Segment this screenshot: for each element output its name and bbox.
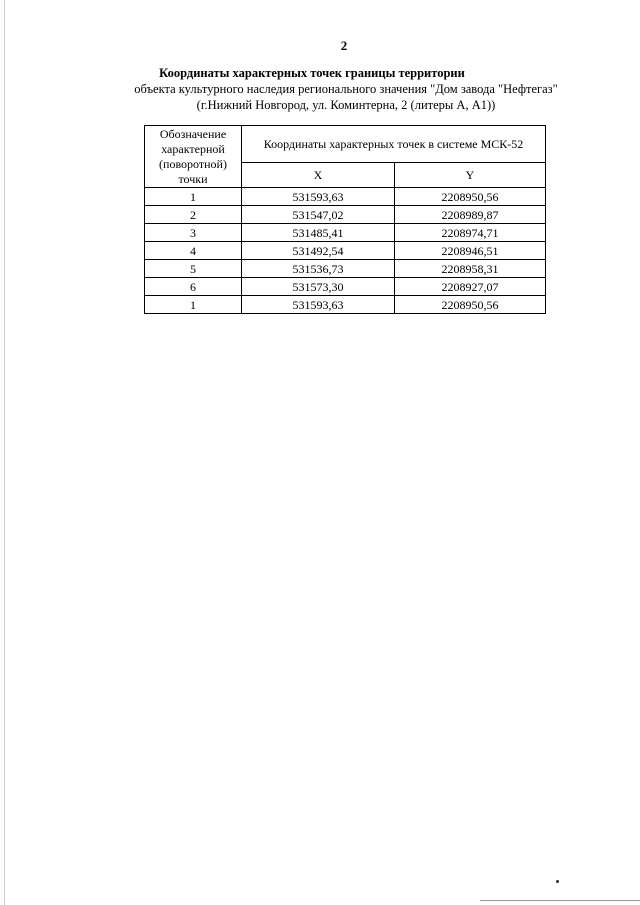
- cell-x: 531593,63: [242, 296, 395, 314]
- cell-y: 2208989,87: [395, 206, 546, 224]
- cell-y: 2208950,56: [395, 188, 546, 206]
- cell-point: 5: [145, 260, 242, 278]
- coordinates-table: [144, 125, 546, 314]
- table-row: [145, 188, 546, 206]
- table-row: [145, 224, 546, 242]
- table-row: [145, 242, 546, 260]
- table-row: [145, 296, 546, 314]
- header-x: X: [242, 163, 395, 188]
- header-coordinate-system: Координаты характерных точек в системе МСК-52: [242, 126, 546, 163]
- cell-point: 3: [145, 224, 242, 242]
- cell-x: 531492,54: [242, 242, 395, 260]
- document-title: Координаты характерных точек границы территории: [159, 66, 465, 80]
- document-subtitle: [0, 81, 640, 113]
- cell-point: 1: [145, 296, 242, 314]
- scan-mark: [556, 880, 559, 883]
- cell-y: 2208950,56: [395, 296, 546, 314]
- cell-x: 531536,73: [242, 260, 395, 278]
- table-row: [145, 278, 546, 296]
- subtitle-line-1: объекта культурного наследия регионального значения "Дом завода "Нефтегаз": [134, 82, 558, 96]
- cell-y: 2208946,51: [395, 242, 546, 260]
- table-row: [145, 206, 546, 224]
- cell-point: 1: [145, 188, 242, 206]
- table-row: [145, 260, 546, 278]
- cell-x: 531573,30: [242, 278, 395, 296]
- header-y: Y: [395, 163, 546, 188]
- cell-point: 6: [145, 278, 242, 296]
- scan-border: [4, 0, 5, 905]
- cell-x: 531485,41: [242, 224, 395, 242]
- cell-point: 4: [145, 242, 242, 260]
- scan-footer-line: [480, 900, 640, 901]
- cell-x: 531593,63: [242, 188, 395, 206]
- page-number: 2: [340, 38, 348, 53]
- subtitle-line-2: (г.Нижний Новгород, ул. Коминтерна, 2 (литеры А, А1)): [196, 98, 496, 112]
- header-point-designation: Обозначение характерной (поворотной) точки: [145, 126, 242, 188]
- cell-y: 2208927,07: [395, 278, 546, 296]
- cell-point: 2: [145, 206, 242, 224]
- cell-y: 2208974,71: [395, 224, 546, 242]
- cell-x: 531547,02: [242, 206, 395, 224]
- cell-y: 2208958,31: [395, 260, 546, 278]
